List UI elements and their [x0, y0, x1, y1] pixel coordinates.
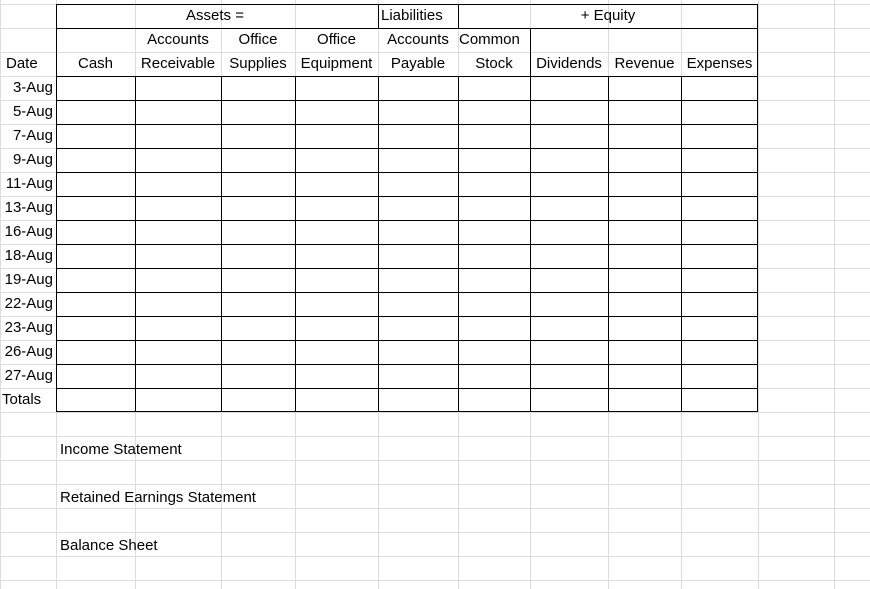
table-border: [56, 172, 758, 173]
gridline-horizontal: [0, 436, 870, 437]
table-border: [56, 316, 758, 317]
gridline-horizontal: [0, 580, 870, 581]
office-supplies-header[interactable]: Supplies: [229, 55, 287, 72]
cash-header[interactable]: Cash: [77, 55, 114, 72]
date-cell[interactable]: 5-Aug: [12, 103, 53, 120]
table-border: [56, 411, 758, 412]
table-border: [56, 220, 758, 221]
date-cell[interactable]: 7-Aug: [12, 127, 53, 144]
date-cell[interactable]: 16-Aug: [4, 223, 53, 240]
table-border: [56, 124, 758, 125]
date-cell[interactable]: 9-Aug: [12, 151, 53, 168]
totals-label[interactable]: Totals: [2, 391, 42, 408]
common-stock-header-top[interactable]: Common: [459, 31, 520, 48]
equity-header[interactable]: + Equity: [580, 7, 636, 24]
dividends-header[interactable]: Dividends: [536, 55, 602, 72]
gridline-vertical: [834, 0, 835, 589]
accounts-receivable-header-top[interactable]: Accounts: [147, 31, 209, 48]
office-equipment-header-top[interactable]: Office: [317, 31, 356, 48]
accounts-receivable-header[interactable]: Receivable: [140, 55, 216, 72]
assets-header[interactable]: Assets =: [186, 7, 244, 24]
table-border: [56, 388, 758, 389]
date-cell[interactable]: 13-Aug: [4, 199, 53, 216]
table-border: [56, 268, 758, 269]
table-border: [56, 76, 758, 77]
date-cell[interactable]: 27-Aug: [4, 367, 53, 384]
table-border: [56, 292, 758, 293]
date-cell[interactable]: 23-Aug: [4, 319, 53, 336]
gridline-horizontal: [0, 412, 870, 413]
date-cell[interactable]: 22-Aug: [4, 295, 53, 312]
date-cell[interactable]: 19-Aug: [4, 271, 53, 288]
date-cell[interactable]: 18-Aug: [4, 247, 53, 264]
income-statement-label[interactable]: Income Statement: [60, 441, 182, 458]
office-equipment-header[interactable]: Equipment: [300, 55, 373, 72]
common-stock-header[interactable]: Stock: [475, 55, 513, 72]
gridline-vertical: [758, 0, 759, 589]
gridline-horizontal: [0, 532, 870, 533]
revenue-header[interactable]: Revenue: [614, 55, 675, 72]
liabilities-header[interactable]: Liabilities: [381, 7, 443, 24]
table-border: [56, 244, 758, 245]
table-border: [56, 340, 758, 341]
date-cell[interactable]: 3-Aug: [12, 79, 53, 96]
accounts-payable-header[interactable]: Payable: [390, 55, 446, 72]
date-header[interactable]: Date: [6, 55, 38, 72]
gridline-horizontal: [0, 484, 870, 485]
office-supplies-header-top[interactable]: Office: [238, 31, 278, 48]
balance-sheet-label[interactable]: Balance Sheet: [60, 537, 158, 554]
date-cell[interactable]: 11-Aug: [5, 175, 53, 192]
date-cell[interactable]: 26-Aug: [4, 343, 53, 360]
table-border: [56, 196, 758, 197]
accounts-payable-header-top[interactable]: Accounts: [387, 31, 449, 48]
retained-earnings-statement-label[interactable]: Retained Earnings Statement: [60, 489, 256, 506]
table-border: [56, 364, 758, 365]
expenses-header[interactable]: Expenses: [686, 55, 753, 72]
table-border: [56, 100, 758, 101]
table-border: [56, 148, 758, 149]
